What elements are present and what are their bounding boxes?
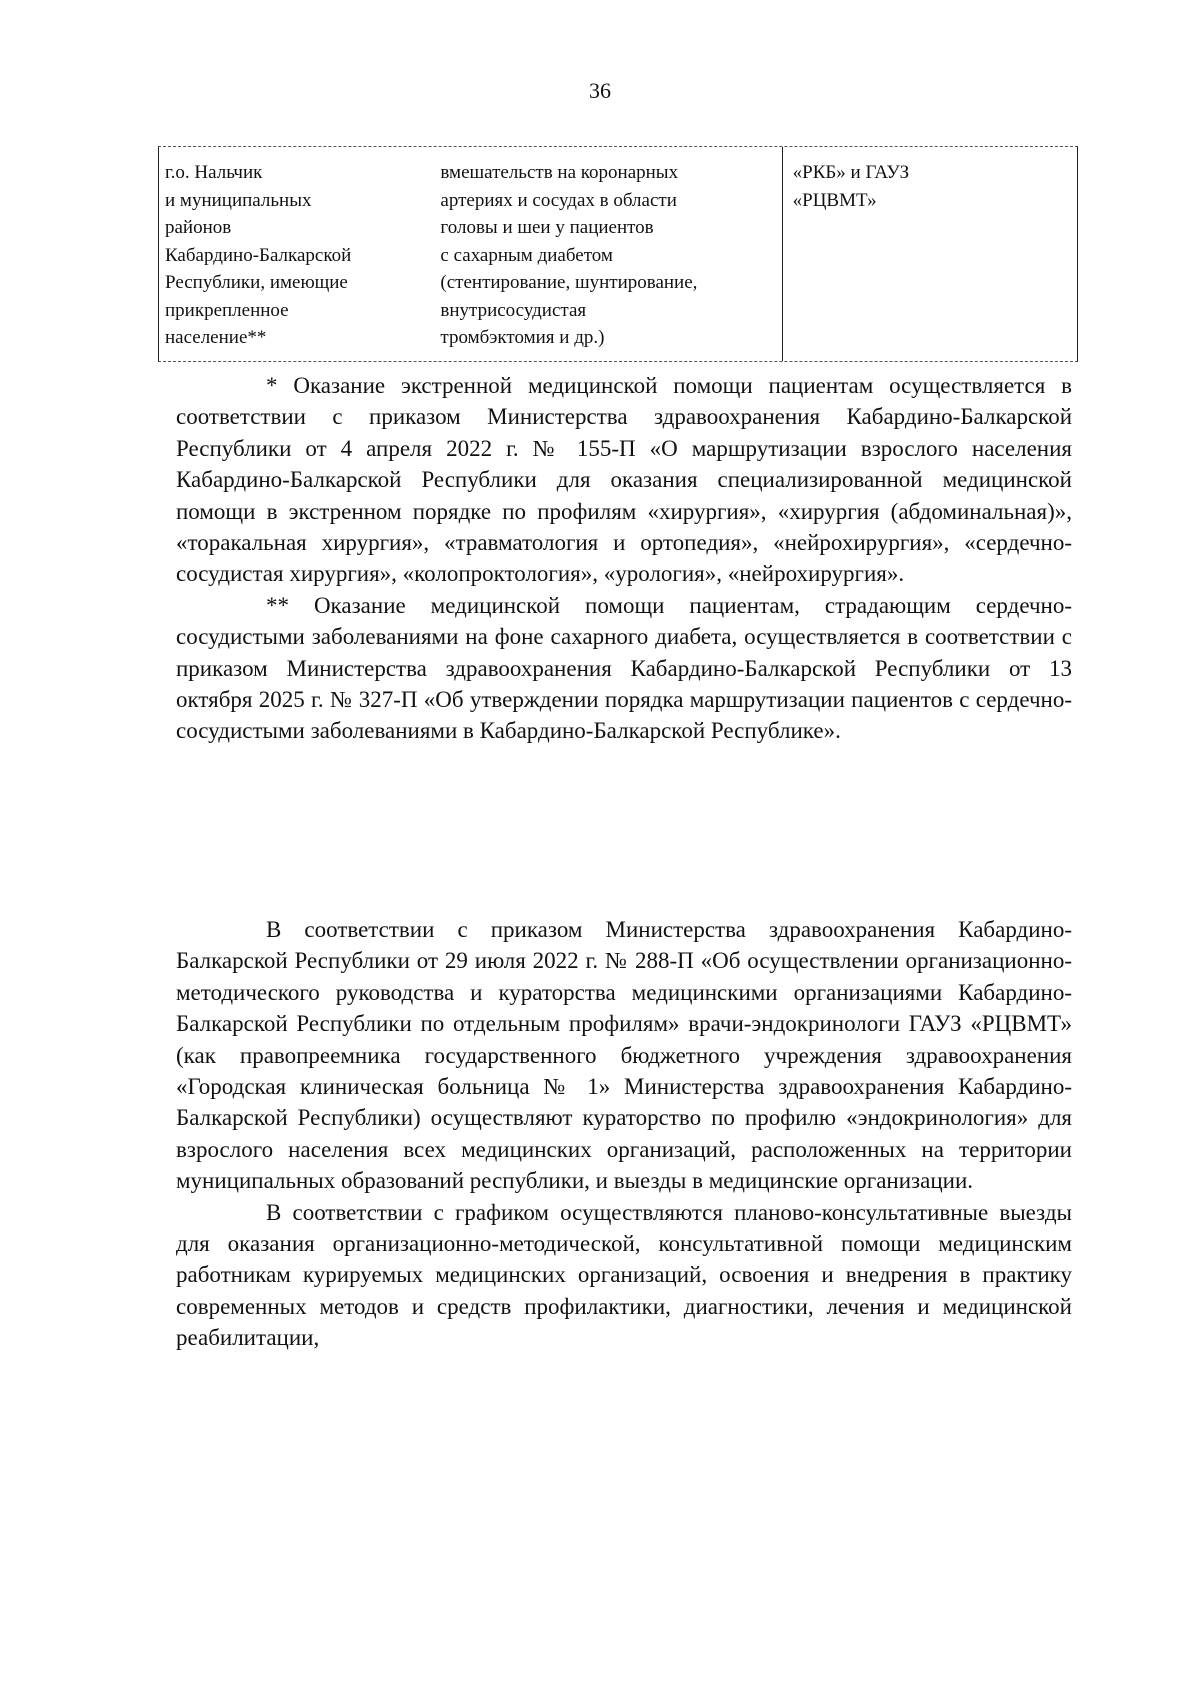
table-cell-territory: г.о. Нальчик и муниципальных районов Кабардино-Балкарской Республики, имеющие прикрепленное население** xyxy=(165,162,352,348)
table-cell-organization: «РКБ» и ГАУЗ «РЦВМТ» xyxy=(782,147,1077,361)
footnotes-block xyxy=(176,370,1072,747)
page-number: 36 xyxy=(589,78,611,103)
footnote-double-asterisk: ** Оказание медицинской помощи пациентам, страдающим сердечно-сосудистыми заболеваниями на фоне сахарного диабета, осуществляется в соответствии с приказом Министерства здравоохранения Кабардино-Балкарской Республики от 13 октября 2025 г. № 327-П «Об утверждении порядка маршрутизации пациентов с сердечно-сосудистыми заболеваниями в Кабардино-Балкарской Республике». xyxy=(176,592,1072,744)
main-text-block xyxy=(176,914,1072,1354)
table-fragment xyxy=(158,146,1078,362)
paragraph-visits: В соответствии с графиком осуществляются планово-консультативные выезды для оказания организационно-методической, консультативной помощи медицинским работникам курируемых медицинских организаций, освоения и внедрения в практику современных методов и средств профилактики, диагностики, лечения и медицинской реабилитации, xyxy=(176,1199,1072,1351)
footnote-single-asterisk: * Оказание экстренной медицинской помощи пациентам осуществляется в соответствии с приказом Министерства здравоохранения Кабардино-Балкарской Республики от 4 апреля 2022 г. № 155-П «О маршрутизации взрослого населения Кабардино-Балкарской Республики для оказания специализированной медицинской помощи в экстренном порядке по профилям «хирургия», «хирургия (абдоминальная)», «торакальная хирургия», «травматология и ортопедия», «нейрохирургия», «сердечно-сосудистая хирургия», «колопроктология», «урология», «нейрохирургия». xyxy=(176,373,1072,587)
paragraph-curation: В соответствии с приказом Министерства здравоохранения Кабардино-Балкарской Республики от 29 июля 2022 г. № 288-П «Об осуществлении организационно-методического руководства и кураторства медицинскими организациями Кабардино-Балкарской Республики по отдельным профилям» врачи-эндокринологи ГАУЗ «РЦВМТ» (как правопреемника государственного бюджетного учреждения здравоохранения «Городская клиническая больница № 1» Министерства здравоохранения Кабардино-Балкарской Республики) осуществляют кураторство по профилю «эндокринология» для взрослого населения всех медицинских организаций, расположенных на территории муниципальных образований республики, и выезды в медицинские организации. xyxy=(176,917,1072,1194)
table-cell-procedure: вмешательств на коронарных артериях и сосудах в области головы и шеи у пациентов с сахарным диабетом (стентирование, шунтирование, внутрисосудистая тромбэктомия и др.) xyxy=(440,162,698,348)
